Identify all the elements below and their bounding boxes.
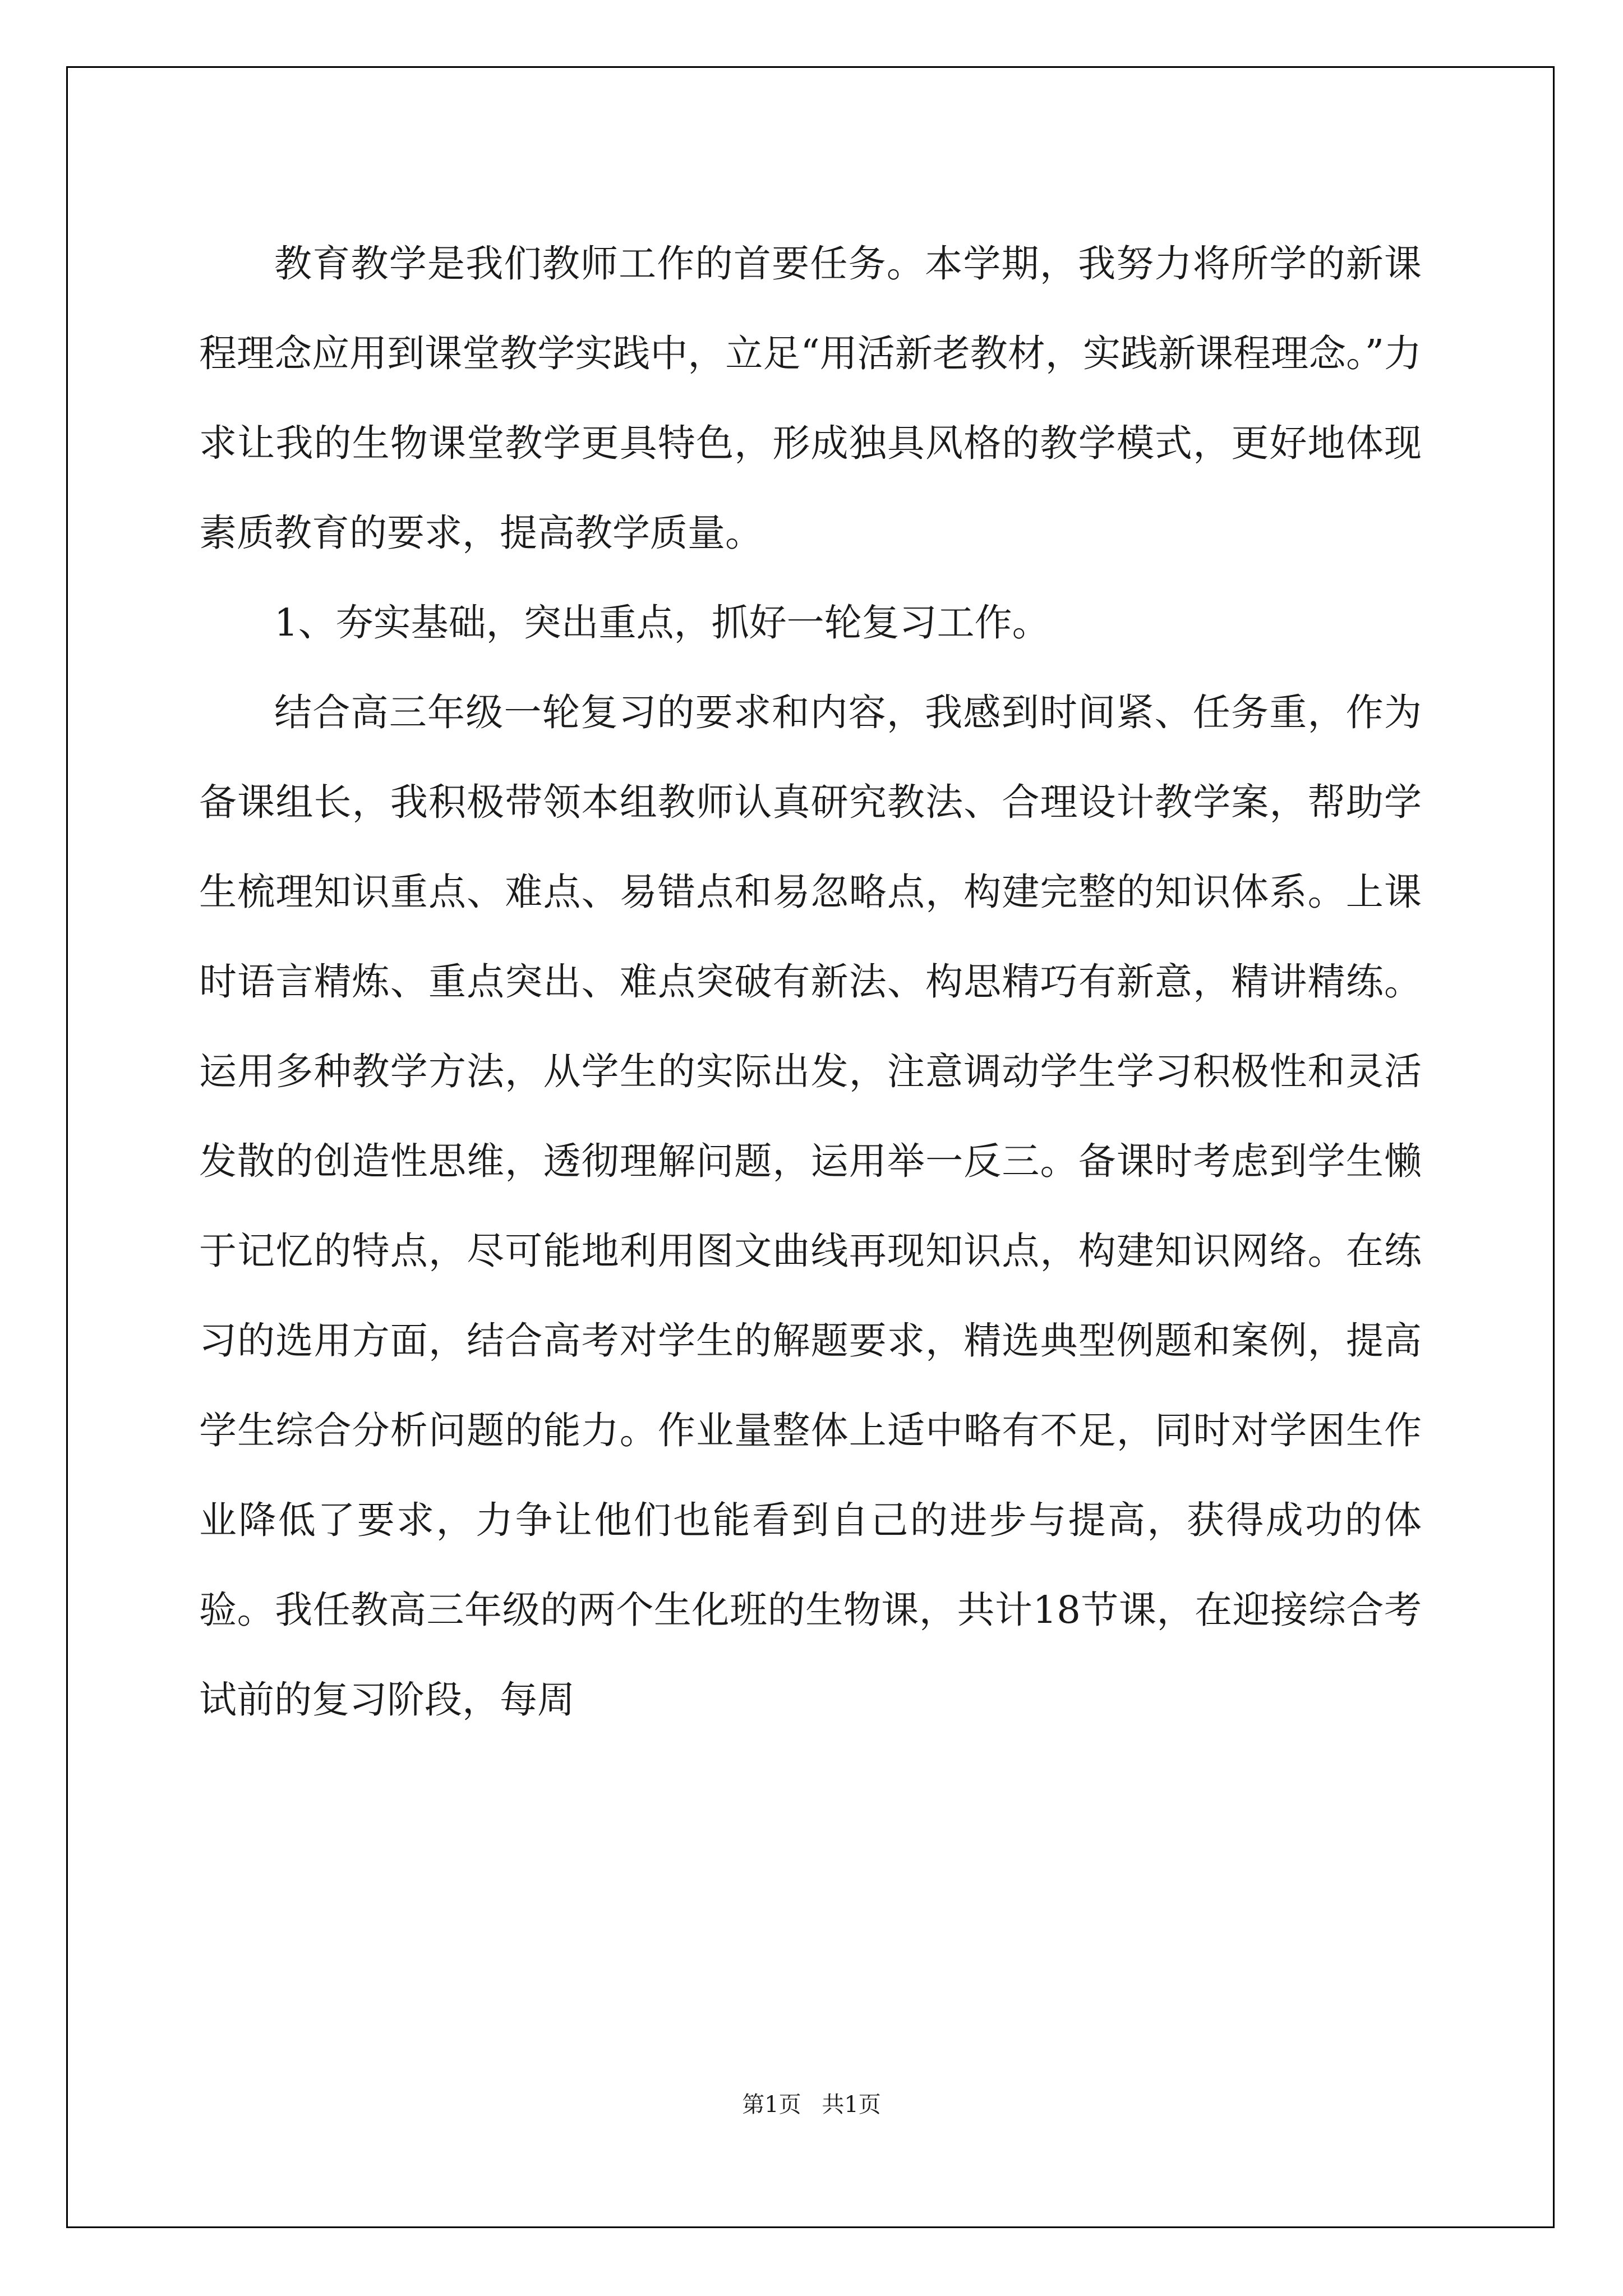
page-number: 第1页: [742, 2092, 801, 2118]
paragraph-intro: 教育教学是我们教师工作的首要任务。本学期，我努力将所学的新课程理念应用到课堂教学实践中，立足“用活新老教材，实践新课程理念。”力求让我的生物课堂教学更具特色，形成独具风格的教学模式，更好地体现素质教育的要求，提高教学质量。: [199, 242, 1422, 555]
document-body: [199, 219, 1422, 1745]
page-footer: [0, 2087, 1623, 2119]
paragraph-review-work: 结合高三年级一轮复习的要求和内容，我感到时间紧、任务重，作为备课组长，我积极带领本组教师认真研究教法、合理设计教学案，帮助学生梳理知识重点、难点、易错点和易忽略点，构建完整的知识体系。上课时语言精炼、重点突出、难点突破有新法、构思精巧有新意，精讲精练。运用多种教学方法，从学生的实际出发，注意调动学生学习积极性和灵活发散的创造性思维，透彻理解问题，运用举一反三。备课时考虑到学生懒于记忆的特点，尽可能地利用图文曲线再现知识点，构建知识网络。在练习的选用方面，结合高考对学生的解题要求，精选典型例题和案例，提高学生综合分析问题的能力。作业量整体上适中略有不足，同时对学困生作业降低了要求，力争让他们也能看到自己的进步与提高，获得成功的体验。我任教高三年级的两个生化班的生物课，共计18节课，在迎接综合考试前的复习阶段，每周: [199, 691, 1422, 1722]
page-total: 共1页: [822, 2092, 881, 2118]
paragraph-heading-1: 1、夯实基础，突出重点，抓好一轮复习工作。: [274, 601, 1050, 645]
